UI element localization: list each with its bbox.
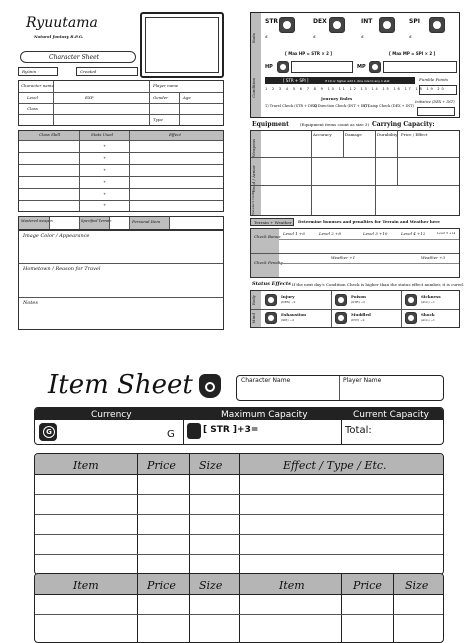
gender-label: Gender bbox=[153, 95, 168, 100]
int-icon bbox=[379, 17, 395, 33]
terrain-title: Terrain + Weather bbox=[254, 220, 292, 225]
journey-check-1: 1) Travel Check (STR + DEX) bbox=[265, 104, 318, 108]
terrain-level-3: Level 3 +10 bbox=[363, 231, 388, 236]
journey-rules-title: Journey Rules bbox=[321, 96, 353, 101]
sheet-title-box bbox=[20, 51, 136, 63]
notes-label: Notes bbox=[23, 300, 38, 306]
equip-row-outfit: Traveler's Outfit bbox=[251, 191, 255, 216]
poison-icon bbox=[335, 294, 347, 306]
dex-icon bbox=[329, 17, 345, 33]
table1-header-item: Item bbox=[73, 459, 99, 472]
stat-int-label: INT bbox=[361, 18, 373, 25]
status-poison: Poison bbox=[351, 294, 366, 299]
hp-field[interactable] bbox=[291, 61, 353, 73]
spi-icon bbox=[429, 17, 445, 33]
mp-formula: [ Max MP = SPI × 2 ] bbox=[389, 51, 436, 56]
journey-check-2: 2) Direction Check (INT + INT) bbox=[313, 104, 369, 108]
character-name-label: Character name bbox=[21, 83, 54, 88]
mastered-weapon-label: Mastered weapon bbox=[21, 219, 53, 223]
class-label: Class bbox=[27, 106, 38, 111]
personal-item-label: Personal Item bbox=[132, 219, 161, 224]
total-label: Total: bbox=[345, 425, 372, 436]
current-capacity-label: Current Capacity bbox=[353, 410, 429, 420]
max-capacity-label: Maximum Capacity bbox=[221, 410, 308, 420]
star-icon bbox=[369, 61, 381, 73]
table2-header-price-1: Price bbox=[147, 579, 176, 592]
stat-str-label: STR bbox=[265, 18, 279, 25]
equip-col-damage: Damage bbox=[345, 132, 362, 137]
table1-header-effect: Effect / Type / Etc. bbox=[283, 459, 387, 472]
character-sheet-right bbox=[250, 8, 465, 326]
table2-header-item-2: Item bbox=[279, 579, 305, 592]
status-poison-desc: (STR) −2 bbox=[351, 300, 366, 304]
stat-int-die: d bbox=[361, 34, 364, 39]
item-character-name-label: Character Name bbox=[241, 377, 291, 384]
equipment-note: (Equipment items count as size 3) bbox=[300, 122, 370, 127]
status-table bbox=[250, 290, 460, 328]
type-label: Type bbox=[153, 117, 163, 122]
stat-spi-label: SPI bbox=[409, 18, 420, 25]
status-mind-label: Mind bbox=[251, 313, 256, 324]
carrying-capacity-label: Carrying Capacity: bbox=[372, 121, 435, 128]
status-body-label: Body bbox=[251, 295, 256, 306]
exp-label: EXP bbox=[85, 95, 94, 100]
pipename-field[interactable] bbox=[18, 67, 58, 76]
weather-plus-3: Weather +3 bbox=[421, 255, 446, 260]
check-bonus-label: Check Bonus bbox=[254, 234, 281, 239]
journey-check-3: 3) Camp Check (DEX + INT) bbox=[363, 104, 414, 108]
currency-box bbox=[34, 407, 444, 445]
weather-plus-1: Weather +1 bbox=[331, 255, 356, 260]
hp-formula: [ Max HP = STR × 2 ] bbox=[285, 51, 333, 56]
equip-row-weapons: Weapons bbox=[251, 139, 256, 158]
status-exhaustion-desc: (SPI) −2 bbox=[281, 318, 294, 322]
sheet-title: Character Sheet bbox=[49, 54, 100, 61]
status-muddled-desc: (INT) −2 bbox=[351, 318, 365, 322]
status-muddled: Muddled bbox=[351, 312, 371, 317]
player-name-label: Player name bbox=[153, 83, 179, 88]
status-injury: Injury bbox=[281, 294, 295, 299]
skills-header-stats: Stats Used bbox=[91, 132, 114, 137]
muddled-icon bbox=[335, 312, 347, 324]
specified-terrain-label: Specified Terrain bbox=[81, 219, 112, 223]
appearance-label: Image Color / Appearance bbox=[23, 233, 90, 239]
stat-dex-label: DEX bbox=[313, 18, 327, 25]
status-sickness-desc: (ALL) −1 bbox=[421, 300, 435, 304]
equipment-title: Equipment bbox=[252, 121, 289, 128]
stat-dex-die: d bbox=[313, 34, 316, 39]
terrain-level-2: Level 2 +8 bbox=[319, 231, 341, 236]
terrain-level-5: Level 5 +14 bbox=[437, 231, 456, 235]
hp-label: HP bbox=[265, 64, 273, 70]
fumble-label: Fumble Points bbox=[419, 77, 449, 82]
item-sheet bbox=[0, 360, 474, 632]
table1-header-price: Price bbox=[147, 459, 176, 472]
gold-icon bbox=[39, 423, 57, 441]
skills-header-effect: Effect bbox=[169, 132, 181, 137]
table2-header-size-2: Size bbox=[405, 579, 429, 592]
str-icon-small bbox=[187, 423, 201, 439]
item-table-2 bbox=[34, 573, 444, 643]
shock-icon bbox=[405, 312, 417, 324]
character-sheet-left bbox=[14, 8, 224, 326]
str-formula: [ STR ]+3= bbox=[203, 425, 259, 435]
level-label: Level bbox=[27, 95, 38, 100]
terrain-table bbox=[250, 228, 460, 278]
status-exhaustion: Exhaustion bbox=[281, 312, 307, 317]
stats-box: Stats Condition STR d DEX d INT d SPI d [ Max HP = STR × 2 ] [ Max MP = SPI × 2 ] HP MP [ STR + SPI ] If 10 or higher add 1 dice role to any 1 stat Fumble Points 1 2 3 4 5 6 7 8 9 10 11 12 13 14 15 16 17 18 19 20 Journey Rules 1) Travel Check (STR + DEX) 2) Direction Check (INT + INT) 3) Camp Check (DEX + INT) Initiative (DEX + INT) bbox=[250, 12, 460, 118]
notes-box bbox=[18, 230, 224, 330]
status-desc: If the next day's Condition Check is higher than the status effect number, it is cured. bbox=[292, 282, 465, 287]
created-field[interactable] bbox=[76, 67, 138, 76]
status-title: Status Effects bbox=[252, 281, 291, 287]
table2-header-size-1: Size bbox=[199, 579, 223, 592]
terrain-desc: Determine bonuses and penalties for Terrain and Weather here bbox=[298, 219, 440, 224]
created-label: Created bbox=[80, 69, 97, 74]
condition-bar bbox=[265, 77, 415, 84]
terrain-level-1: Level 1 +6 bbox=[283, 231, 305, 236]
bag-icon bbox=[199, 374, 221, 398]
item-player-name-label: Player Name bbox=[343, 377, 382, 384]
hometown-label: Hometown / Reason for Travel bbox=[23, 266, 101, 272]
pipename-label: Ryūnin bbox=[22, 69, 37, 74]
equip-col-price: Price / Effect bbox=[401, 132, 428, 137]
status-sickness: Sickness bbox=[421, 294, 441, 299]
exhaustion-icon bbox=[265, 312, 277, 324]
equip-col-durability: Durability bbox=[377, 132, 398, 137]
age-label: Age bbox=[183, 95, 191, 100]
initiative-field[interactable] bbox=[417, 107, 455, 116]
condition-note: If 10 or higher add 1 dice role to any 1 stat bbox=[325, 78, 390, 83]
injury-icon bbox=[265, 294, 277, 306]
mp-field[interactable] bbox=[383, 61, 457, 73]
initiative-label: Initiative (DEX + INT) bbox=[415, 100, 455, 104]
str-icon bbox=[279, 17, 295, 33]
gold-unit: G bbox=[167, 429, 175, 440]
item-table-1 bbox=[34, 453, 444, 575]
logo-subtitle: Natural fantasy R.P.G. bbox=[34, 34, 84, 39]
logo-title: Ryuutama bbox=[26, 15, 98, 31]
character-info-box bbox=[18, 80, 224, 126]
table1-header-size: Size bbox=[199, 459, 223, 472]
equip-row-armor: Head / Armor bbox=[251, 165, 256, 193]
status-injury-desc: (DEX) −2 bbox=[281, 300, 296, 304]
currency-symbol: G bbox=[43, 426, 55, 438]
sickness-icon bbox=[405, 294, 417, 306]
fumble-field[interactable] bbox=[419, 85, 457, 95]
table2-header-price-2: Price bbox=[353, 579, 382, 592]
currency-label: Currency bbox=[91, 410, 132, 420]
terrain-level-4: Level 4 +12 bbox=[401, 231, 426, 236]
portrait-inner[interactable] bbox=[145, 17, 219, 73]
status-shock: Shock bbox=[421, 312, 435, 317]
skills-header-class: Class Skill bbox=[39, 132, 61, 137]
heart-icon bbox=[277, 61, 289, 73]
stat-str-die: d bbox=[265, 34, 268, 39]
equipment-table bbox=[250, 130, 460, 216]
item-name-box bbox=[236, 375, 444, 401]
item-sheet-title: Item Sheet bbox=[48, 370, 193, 400]
status-shock-desc: (ALL) −1 bbox=[421, 318, 435, 322]
weapon-row bbox=[18, 216, 224, 230]
table2-header-item-1: Item bbox=[73, 579, 99, 592]
equip-col-accuracy: Accuracy bbox=[313, 132, 332, 137]
journey-numbers: 1 2 3 4 5 6 7 8 9 10 11 12 13 14 15 16 17 18 19 20 bbox=[265, 87, 446, 91]
terrain-badge bbox=[250, 218, 294, 226]
condition-formula: [ STR + SPI ] bbox=[283, 78, 309, 83]
stat-spi-die: d bbox=[409, 34, 412, 39]
check-penalty-label: Check Penalty bbox=[254, 260, 283, 265]
skills-table: Class Skill Stats Used Effect + + + + + + bbox=[18, 130, 224, 212]
mp-label: MP bbox=[357, 64, 366, 70]
